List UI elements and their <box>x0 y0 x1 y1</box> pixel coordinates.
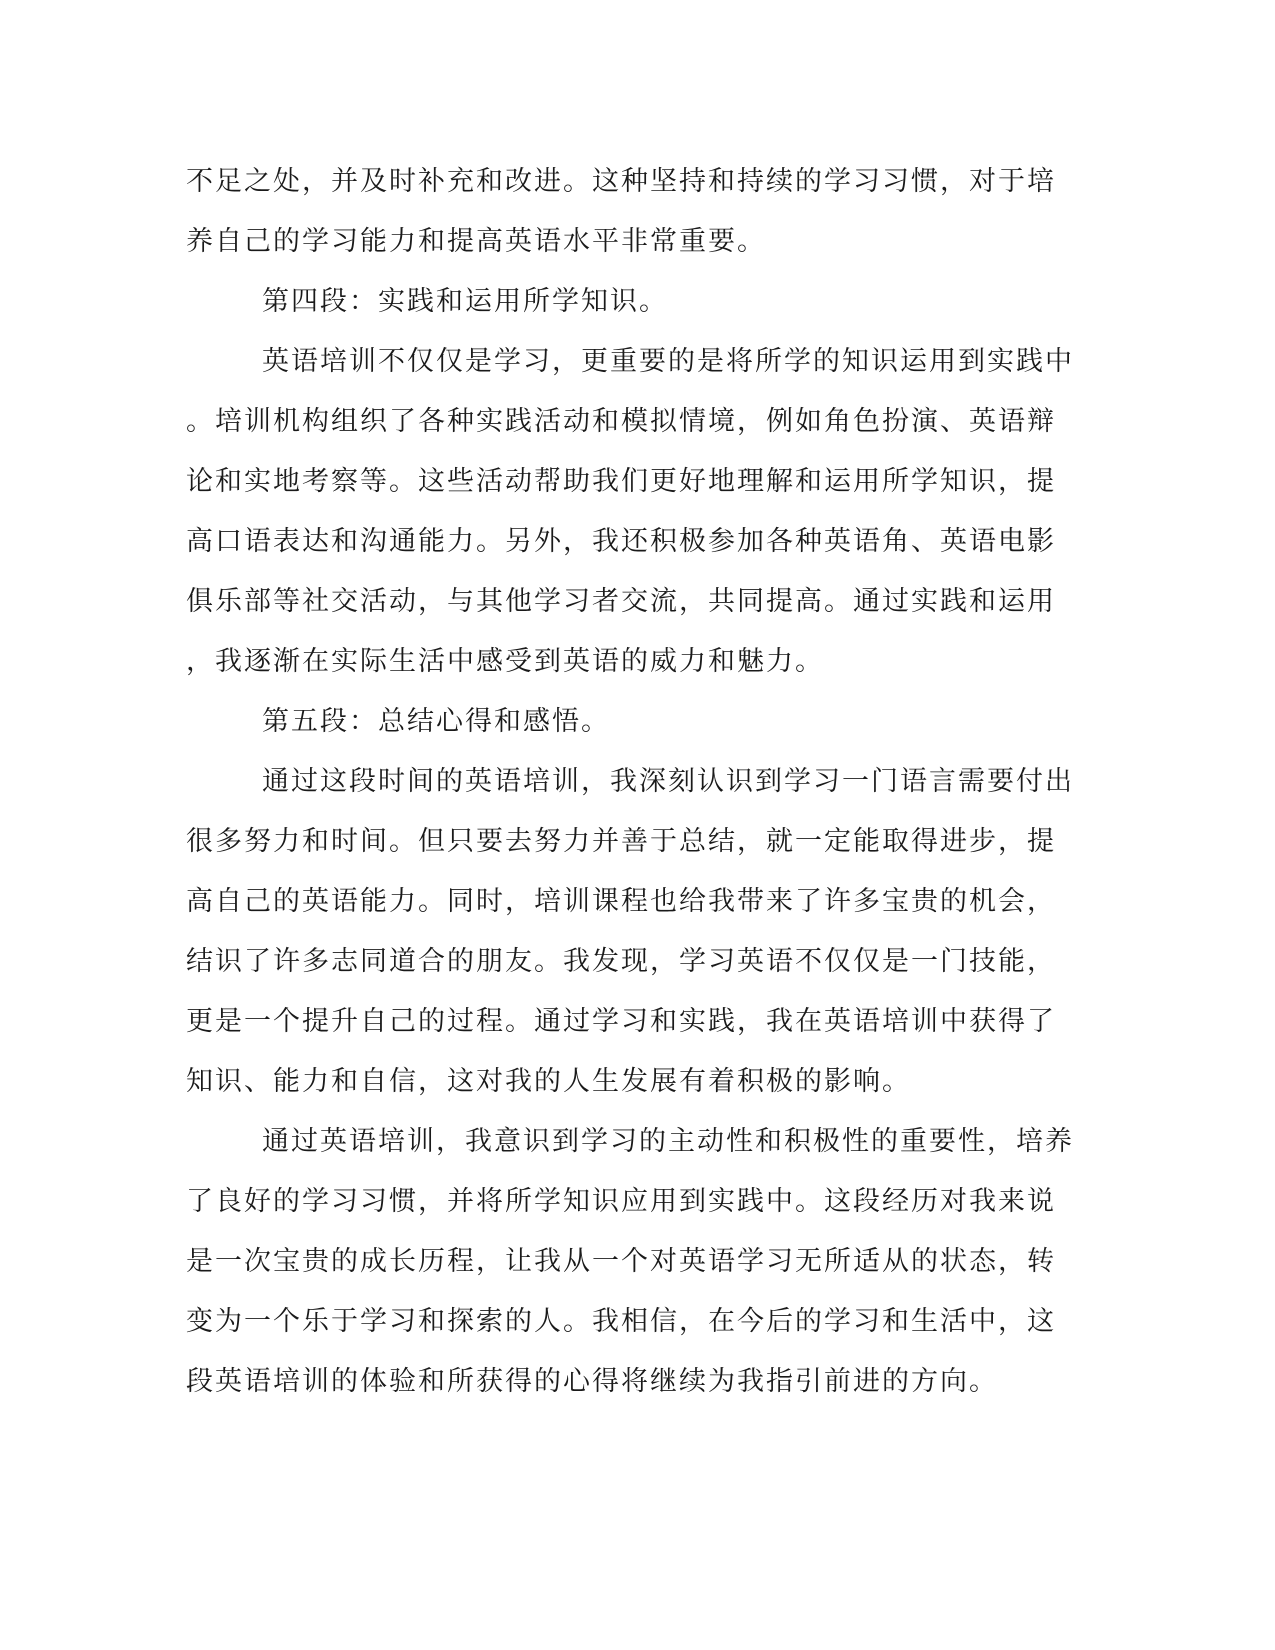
text-line: 知识、能力和自信，这对我的人生发展有着积极的影响。 <box>186 1066 911 1097</box>
text-line: ，我逐渐在实际生活中感受到英语的威力和魅力。 <box>186 646 824 677</box>
text-line: 段英语培训的体验和所获得的心得将继续为我指引前进的方向。 <box>186 1366 998 1397</box>
text-line: 不足之处，并及时补充和改进。这种坚持和持续的学习习惯，对于培 <box>186 166 1056 197</box>
text-line: 高口语表达和沟通能力。另外，我还积极参加各种英语角、英语电影 <box>186 526 1056 557</box>
text-line: 论和实地考察等。这些活动帮助我们更好地理解和运用所学知识，提 <box>186 466 1056 497</box>
section-heading-5: 第五段：总结心得和感悟。 <box>262 706 610 737</box>
body-text <box>186 162 1074 1422</box>
text-line: 英语培训不仅仅是学习，更重要的是将所学的知识运用到实践中 <box>262 346 1074 377</box>
text-line: 养自己的学习能力和提高英语水平非常重要。 <box>186 226 766 257</box>
text-line: 。培训机构组织了各种实践活动和模拟情境，例如角色扮演、英语辩 <box>186 406 1056 437</box>
text-line: 变为一个乐于学习和探索的人。我相信，在今后的学习和生活中，这 <box>186 1306 1056 1337</box>
text-line: 很多努力和时间。但只要去努力并善于总结，就一定能取得进步，提 <box>186 826 1056 857</box>
text-line: 是一次宝贵的成长历程，让我从一个对英语学习无所适从的状态，转 <box>186 1246 1056 1277</box>
text-line: 俱乐部等社交活动，与其他学习者交流，共同提高。通过实践和运用 <box>186 586 1056 617</box>
text-line: 通过这段时间的英语培训，我深刻认识到学习一门语言需要付出 <box>262 766 1074 797</box>
section-heading-4: 第四段：实践和运用所学知识。 <box>262 286 668 317</box>
text-line: 结识了许多志同道合的朋友。我发现，学习英语不仅仅是一门技能， <box>186 946 1056 977</box>
text-line: 更是一个提升自己的过程。通过学习和实践，我在英语培训中获得了 <box>186 1006 1056 1037</box>
text-line: 高自己的英语能力。同时，培训课程也给我带来了许多宝贵的机会， <box>186 886 1056 917</box>
text-line: 通过英语培训，我意识到学习的主动性和积极性的重要性，培养 <box>262 1126 1074 1157</box>
text-line: 了良好的学习习惯，并将所学知识应用到实践中。这段经历对我来说 <box>186 1186 1056 1217</box>
